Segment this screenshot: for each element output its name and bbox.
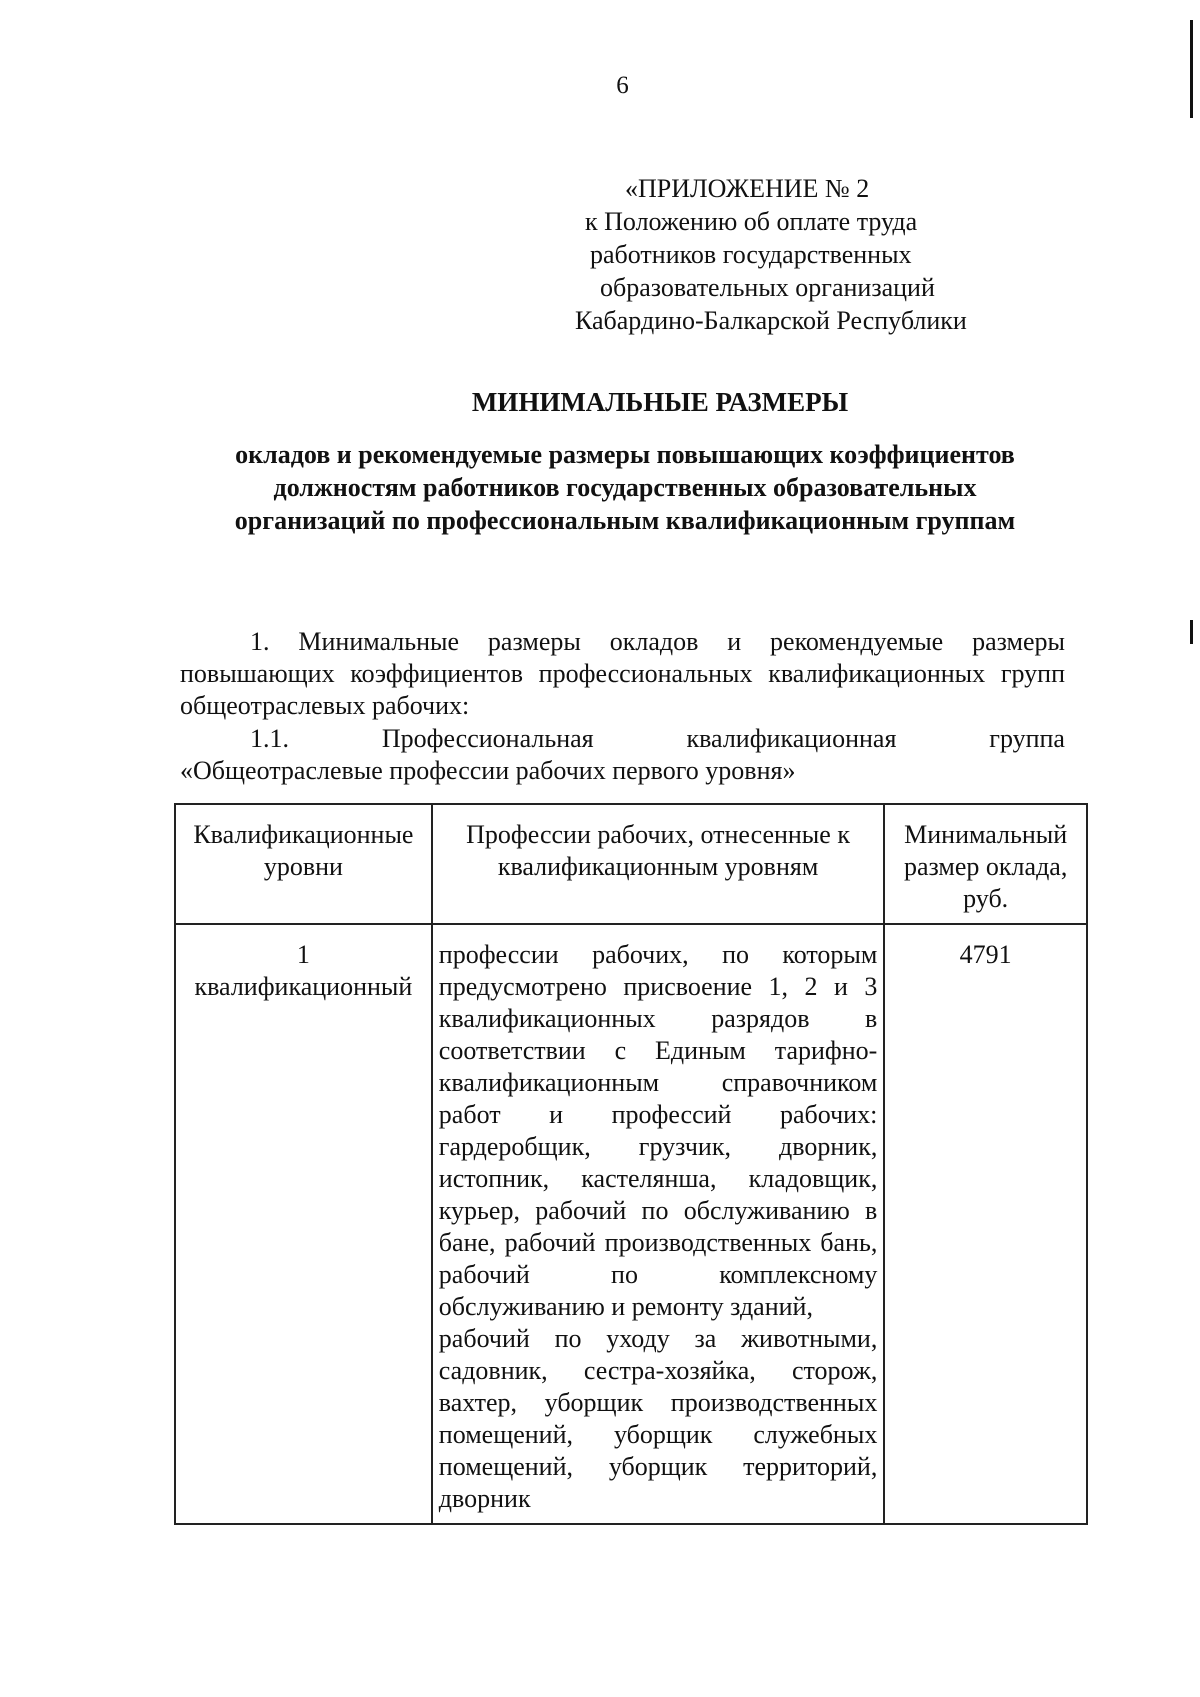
qualification-table xyxy=(174,803,1088,1525)
scan-edge-mark xyxy=(1190,20,1193,118)
professions-text: профессии рабочих, по которым предусмотрено присвоение 1, 2 и 3 квалификационных разрядов в соответствии с Единым тарифно-квалификационным справочником работ и профессий рабочих: гардеробщик, грузчик, дворник, истопник, кастелянша, кладовщик, курьер, рабочий по обслуживанию в бане, рабочий производственных бань, рабочий по комплексному обслуживанию и ремонту зданий, рабочий по уходу за животными, садовник, сестра-хозяйка, сторож, вахтер, уборщик производственных помещений, уборщик служебных помещений, уборщик территорий, дворник xyxy=(438,940,878,1513)
header-professions: Профессии рабочих, отнесенные к квалификационным уровням xyxy=(432,804,885,924)
appendix-line: образовательных организаций xyxy=(600,273,935,302)
table-header-row xyxy=(175,804,1087,924)
paragraph-word: группа xyxy=(989,724,1065,753)
qualification-level-cell xyxy=(175,924,432,1524)
professions-cell xyxy=(432,924,885,1524)
qualification-level-label: квалификационный xyxy=(194,972,413,1001)
table-row xyxy=(175,924,1087,1524)
appendix-line: «ПРИЛОЖЕНИЕ № 2 xyxy=(625,174,870,203)
paragraph-1-1-first-line xyxy=(180,723,1065,755)
appendix-line: работников государственных xyxy=(590,240,912,269)
paragraph-1-text: 1. Минимальные размеры окладов и рекомендуемые размеры повышающих коэффициентов профессиональных квалификационных групп общеотраслевых рабочих: xyxy=(180,627,1065,720)
salary-cell: 4791 xyxy=(884,924,1087,1524)
paragraph-word: Профессиональная xyxy=(381,724,594,753)
scan-edge-mark xyxy=(1190,620,1193,644)
document-title: МИНИМАЛЬНЫЕ РАЗМЕРЫ xyxy=(471,387,849,417)
paragraph-word: квалификационная xyxy=(686,724,897,753)
document-subtitle: окладов и рекомендуемые размеры повышающих коэффициентов должностям работников государственных образовательных организаций по профессиональным квалификационным группам xyxy=(234,440,1016,535)
page-number: 6 xyxy=(616,72,629,99)
paragraph-1 xyxy=(180,626,1065,722)
paragraph-1-1-group-name: «Общеотраслевые профессии рабочих первого уровня» xyxy=(180,756,796,785)
paragraph-1-1 xyxy=(180,723,1065,787)
paragraph-number: 1.1. xyxy=(250,724,289,753)
appendix-line: к Положению об оплате труда xyxy=(585,207,918,236)
appendix-header xyxy=(560,172,1100,337)
appendix-line: Кабардино-Балкарской Республики xyxy=(575,306,967,335)
header-min-salary: Минимальный размер оклада, руб. xyxy=(884,804,1087,924)
qualification-level-number: 1 xyxy=(296,940,310,969)
header-qualification-levels: Квалификационные уровни xyxy=(175,804,432,924)
